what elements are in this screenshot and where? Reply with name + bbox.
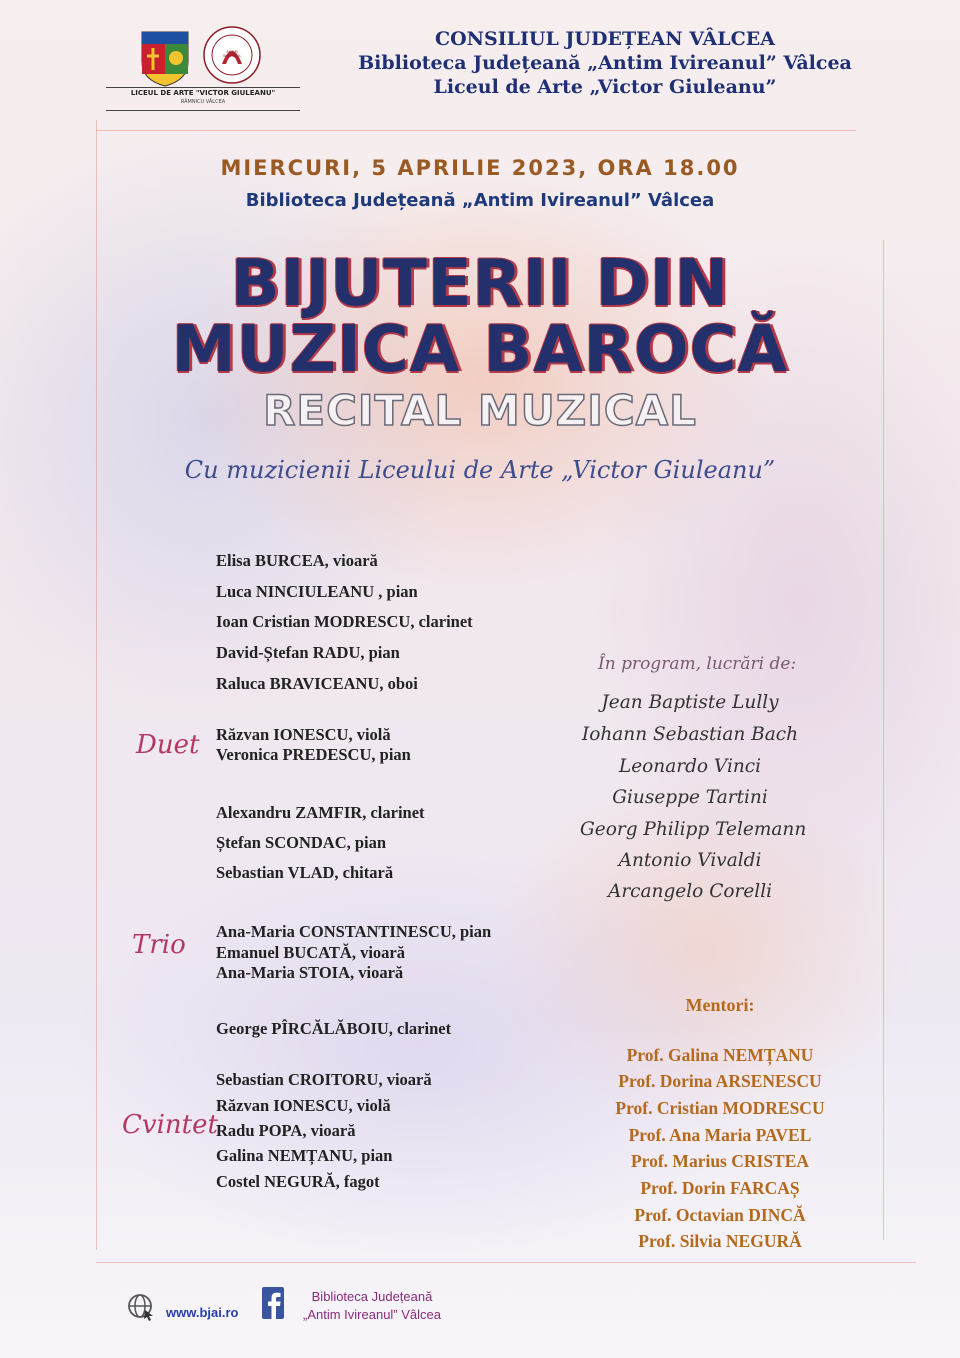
mentor-item: Prof. Marius CRISTEA <box>630 1151 810 1171</box>
school-logo-label: LICEUL DE ARTE "VICTOR GIULEANU" <box>130 89 276 97</box>
library-logo-label: ANTIM IVIREANUL <box>222 50 242 58</box>
event-title-line2: MUZICA BAROCĂ <box>171 313 789 387</box>
program-heading: În program, lucrări de: <box>598 654 797 674</box>
performer-item: Luca NINCIULEANU , pian <box>216 582 418 601</box>
performer-item: Raluca BRAVICEANU, oboi <box>216 674 418 693</box>
event-date: MIERCURI, 5 APRILIE 2023, ORA 18.00 <box>220 156 740 180</box>
event-title-line1: BIJUTERII DIN <box>230 247 730 321</box>
org-line-library: Biblioteca Județeană „Antim Ivireanul” Vâlcea <box>358 52 852 74</box>
county-crest-logo <box>138 28 192 88</box>
performer-item: Răzvan IONESCU, violă <box>216 1096 391 1115</box>
mentor-item: Prof. Dorin FARCAȘ <box>640 1178 800 1198</box>
performer-item: Ioan Cristian MODRESCU, clarinet <box>216 612 473 631</box>
performer-item: Ana-Maria STOIA, vioară <box>216 963 404 982</box>
school-logo-city: RÂMNICU VÂLCEA <box>180 99 226 105</box>
globe-icon <box>126 1292 156 1322</box>
event-venue: Biblioteca Județeană „Antim Ivireanul” Vâlcea <box>245 190 715 211</box>
event-tagline: Cu muzicienii Liceului de Arte „Victor Giuleanu” <box>184 456 776 484</box>
composer-item: Arcangelo Corelli <box>607 881 773 902</box>
mentors-heading: Mentori: <box>685 995 755 1015</box>
composer-item: Georg Philipp Telemann <box>580 819 807 840</box>
performer-item: Costel NEGURĂ, fagot <box>216 1172 380 1191</box>
facebook-icon[interactable] <box>262 1287 284 1319</box>
performer-item: David-Ștefan RADU, pian <box>216 643 400 662</box>
group-label-quintet: Cvintet <box>122 1110 218 1140</box>
composer-item: Leonardo Vinci <box>618 756 762 777</box>
library-logo <box>202 24 262 86</box>
performer-item: Elisa BURCEA, vioară <box>216 551 378 570</box>
performer-item: Ana-Maria CONSTANTINESCU, pian <box>216 922 492 941</box>
performer-item: Sebastian VLAD, chitară <box>216 863 394 882</box>
mentor-item: Prof. Galina NEMȚANU <box>626 1045 814 1065</box>
performer-item: Galina NEMȚANU, pian <box>216 1146 393 1165</box>
performer-item: George PÎRCĂLĂBOIU, clarinet <box>216 1019 452 1038</box>
composer-item: Antonio Vivaldi <box>618 850 762 871</box>
mentor-item: Prof. Ana Maria PAVEL <box>628 1125 812 1145</box>
mentor-item: Prof. Silvia NEGURĂ <box>638 1231 802 1251</box>
mentor-item: Prof. Octavian DINCĂ <box>634 1205 806 1225</box>
performer-item: Emanuel BUCATĂ, vioară <box>216 943 405 962</box>
website-link[interactable]: www.bjai.ro <box>166 1305 239 1320</box>
composer-item: Jean Baptiste Lully <box>601 692 779 713</box>
performer-item: Ștefan SCONDAC, pian <box>216 833 387 852</box>
frame-line-bottom <box>96 1262 916 1263</box>
group-label-trio: Trio <box>132 930 186 960</box>
mentor-item: Prof. Cristian MODRESCU <box>615 1098 825 1118</box>
frame-line-top <box>96 130 856 131</box>
org-line-school: Liceul de Arte „Victor Giuleanu” <box>433 76 777 98</box>
footer-library-line2: „Antim Ivireanul” Vâlcea <box>303 1307 441 1322</box>
mentor-item: Prof. Dorina ARSENESCU <box>618 1071 822 1091</box>
performer-item: Alexandru ZAMFIR, clarinet <box>216 803 425 822</box>
composer-item: Iohann Sebastian Bach <box>581 724 799 745</box>
performer-item: Radu POPA, vioară <box>216 1121 356 1140</box>
performer-item: Sebastian CROITORU, vioară <box>216 1070 432 1089</box>
event-subtitle: RECITAL MUZICAL <box>263 386 697 435</box>
performer-item: Veronica PREDESCU, pian <box>216 745 411 764</box>
school-logo-banner <box>106 87 300 111</box>
group-label-duet: Duet <box>136 730 200 760</box>
org-line-county: CONSILIUL JUDEȚEAN VÂLCEA <box>434 28 775 50</box>
footer-library-line1: Biblioteca Județeană <box>311 1289 433 1304</box>
performer-item: Răzvan IONESCU, violă <box>216 725 391 744</box>
composer-item: Giuseppe Tartini <box>612 787 768 808</box>
